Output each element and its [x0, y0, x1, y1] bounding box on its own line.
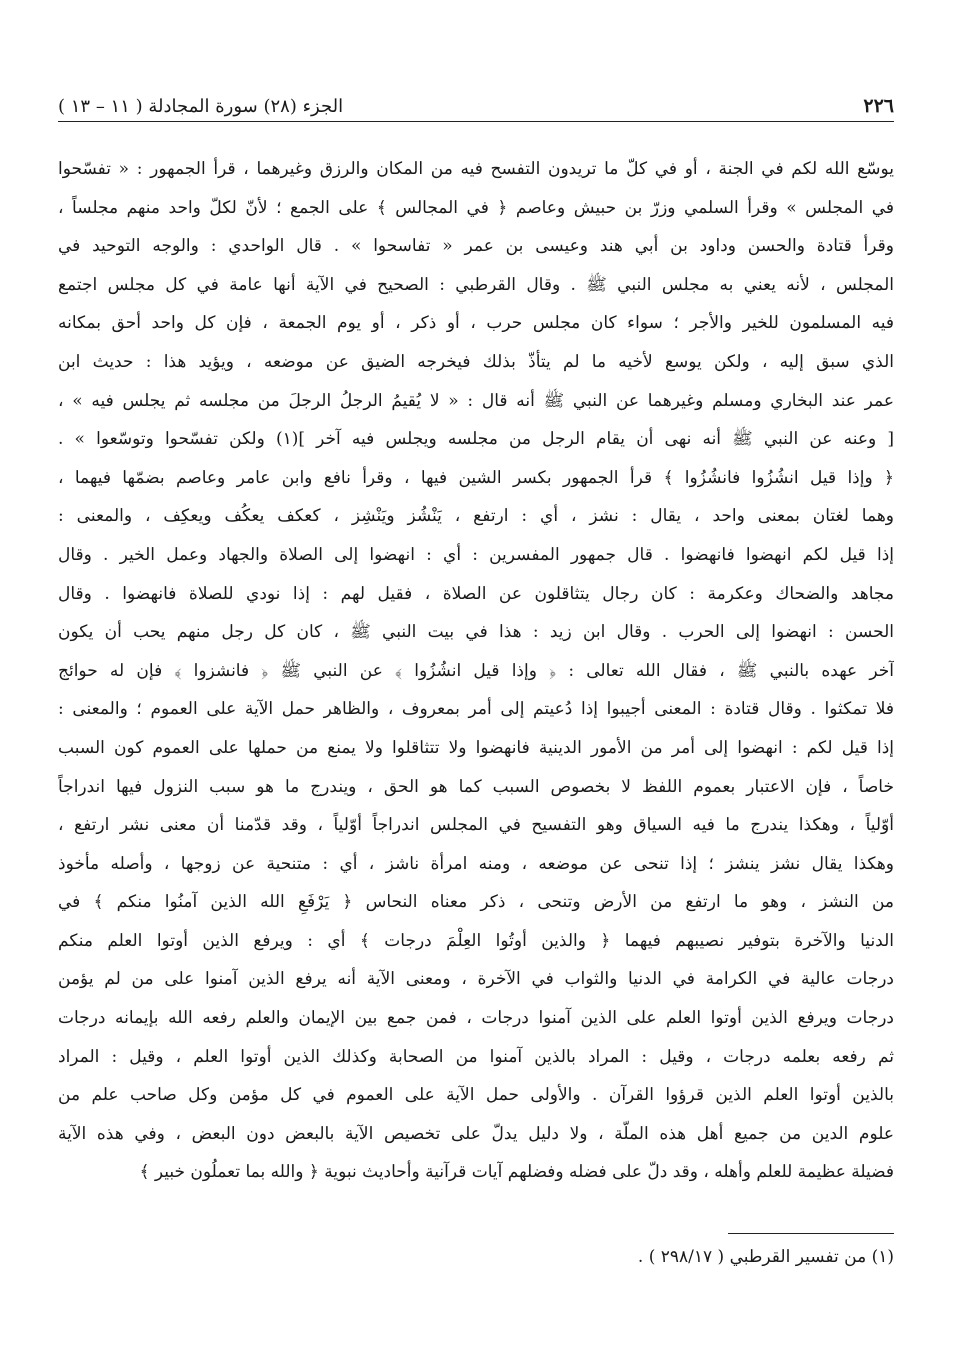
text-line: خاصاً ، فإن الاعتبار بعموم اللفظ لا بخصوص السبب كما هو الحق ، ويندرج ما هو سبب النزول فيها اندراجاً	[58, 776, 894, 797]
text-line: آخر عهده بالنبي ﷺ ، فقال الله تعالى : ﴿ وإذا قيل انشُزُوا ﴾ عن النبي ﷺ ﴿ فانشزوا ﴾ فإن له حوائج	[58, 660, 894, 681]
text-line: فضيلة عظيمة للعلم وأهله ، وقد دلّ على فضله وفضلهم آيات قرآنية وأحاديث نبوية ﴿ والله بما تعملُون خبير ﴾	[139, 1162, 894, 1183]
text-line: أوّلياً ، وهكذا يندرج ما فيه السياق وهو التفسيح في المجلس اندراجاً أوّلياً ، وقد قدّمنا أن معنى نشر ارتفع ،	[58, 815, 894, 836]
text-line: وقرأ قتادة والحسن وداود بن أبي هند وعيسى بن عمر « تفاسحوا » . قال الواحدي : والوجه التوحيد في	[58, 236, 894, 257]
footnote-divider	[728, 1233, 894, 1234]
text-line: الحسن : انهضوا إلى الحرب . وقال ابن زيد : هذا في بيت النبي ﷺ ، كان كل رجل منهم يحب أن يكون	[58, 622, 894, 643]
text-line: فيه المسلمون للخير والأجر ؛ سواء كان مجلس حرب ، أو ذكر ، أو يوم الجمعة ، فإن كل واحد أحق بمكانه	[58, 313, 894, 334]
page-header	[58, 86, 894, 122]
text-line: يوسّع الله لكم في الجنة ، أو في كلّ ما تريدون التفسح فيه من المكان والرزق وغيرهما ، قرأ الجمهور : « تفسّحوا	[58, 159, 894, 179]
text-line: الدنيا والآخرة بتوفير نصيبهم فيهما ﴿ والذين أوتُوا العِلْمَ درجات ﴾ أي : ويرفع الذين أوتوا العلم منكم	[58, 930, 894, 951]
text-line: ﴿ وإذا قيل انشُزُوا فانشُزُوا ﴾ قرأ الجمهور بكسر الشين فيها ، وقرأ نافع وابن عامر وعاصم بضمّها فيهما ،	[58, 467, 894, 488]
page-number: ٢٢٦	[863, 95, 894, 117]
text-line: إذا قيل لكم انهضوا فانهضوا . قال جمهور المفسرين : أي : انهضوا إلى الصلاة والجهاد وعمل الخير . وقال	[58, 544, 894, 565]
text-line: ثم رفعه بعلمه درجات ، وقيل : المراد بالذين آمنوا من الصحابة وكذلك الذين أوتوا العلم ، وقيل : المراد	[58, 1046, 894, 1067]
text-line: إذا قيل لكم : انهضوا إلى أمر من الأمور الدينية فانهضوا ولا تتثاقلوا ولا يمنع من حملها على العموم كون السبب	[58, 737, 894, 758]
text-line: وهكذا يقال نشز ينشز ؛ إذا تنحى عن موضعه ، ومنه امرأة ناشز ، أي : متنحية عن زوجها ، وأصله مأخوذ	[58, 853, 894, 874]
footnote: (١) من تفسير القرطبي ( ٢٩٨/١٧ ) .	[637, 1247, 894, 1267]
body-text	[58, 150, 894, 1192]
text-line: بالذين أوتوا العلم الذين قرؤوا القرآن . والأولى حمل الآية على العموم في كل مؤمن وكل صاحب علم من	[58, 1085, 894, 1106]
text-line: درجات ويرفع الذين أوتوا العلم على الذين آمنوا درجات ، فمن جمع بين الإيمان والعلم رفعه الله بإيمانه درجات	[58, 1008, 894, 1029]
text-line: فلا تمكثوا . وقال قتادة : المعنى أجيبوا إذا دُعيتم إلى أمر بمعروف ، والظاهر حمل الآية على العموم ؛ والمعنى :	[58, 699, 894, 720]
text-line: [ وعنه عن النبي ﷺ أنه نهى أن يقام الرجل من مجلسه ويجلس فيه آخر ](١) ولكن تفسّحوا وتوسّعوا » .	[58, 429, 894, 450]
text-line: مجاهد والضحاك وعكرمة : كان رجال يتثاقلون عن الصلاة ، فقيل لهم : إذا نودي للصلاة فانهضوا . وقال	[58, 583, 894, 604]
text-line: وهما لغتان بمعنى واحد ، يقال : نشز ، أي : ارتفع ، يَنْشُز ويَنْشِز ، كعكف يعكُف ويعكِف ، والمعنى :	[58, 506, 894, 527]
running-head: الجزء (٢٨) سورة المجادلة ( ١١ – ١٣ )	[58, 96, 344, 117]
text-line: من النشز ، وهو ما ارتفع من الأرض وتنحى ، ذكر معناه النحاس ﴿ يَرْفَعِ الله الذين آمنُوا منكم ﴾ في	[58, 892, 894, 913]
text-line: عمر عند البخاري ومسلم وغيرهما عن النبي ﷺ أنه قال : « لا يُقيمُ الرجلُ الرجلَ من مجلسه ثم يجلس فيه » ،	[58, 390, 894, 411]
text-line: درجات عالية في الكرامة في الدنيا والثواب في الآخرة ، ومعنى الآية أنه يرفع الذين آمنوا على من لم يؤمن	[58, 969, 894, 990]
text-line: في المجلس » وقرأ السلمي وزرّ بن حبيش وعاصم ﴿ في المجالس ﴾ على الجمع ؛ لأنّ لكلّ واحد منهم مجلساً ،	[58, 197, 894, 218]
text-line: المجلس ، لأنه يعني به مجلس النبي ﷺ . وقال القرطبي : الصحيح في الآية أنها عامة في كل مجلس اجتمع	[58, 274, 894, 295]
text-line: الذي سبق إليه ، ولكن يوسع لأخيه ما لم يتأذّ بذلك فيخرجه الضيق عن موضعه ، ويؤيد هذا : حديث ابن	[58, 351, 894, 372]
text-line: علوم الدين من جميع أهل هذه الملّة ، ولا دليل يدلّ على تخصيص الآية بالبعض دون البعض ، وفي هذه الآية	[58, 1123, 894, 1144]
